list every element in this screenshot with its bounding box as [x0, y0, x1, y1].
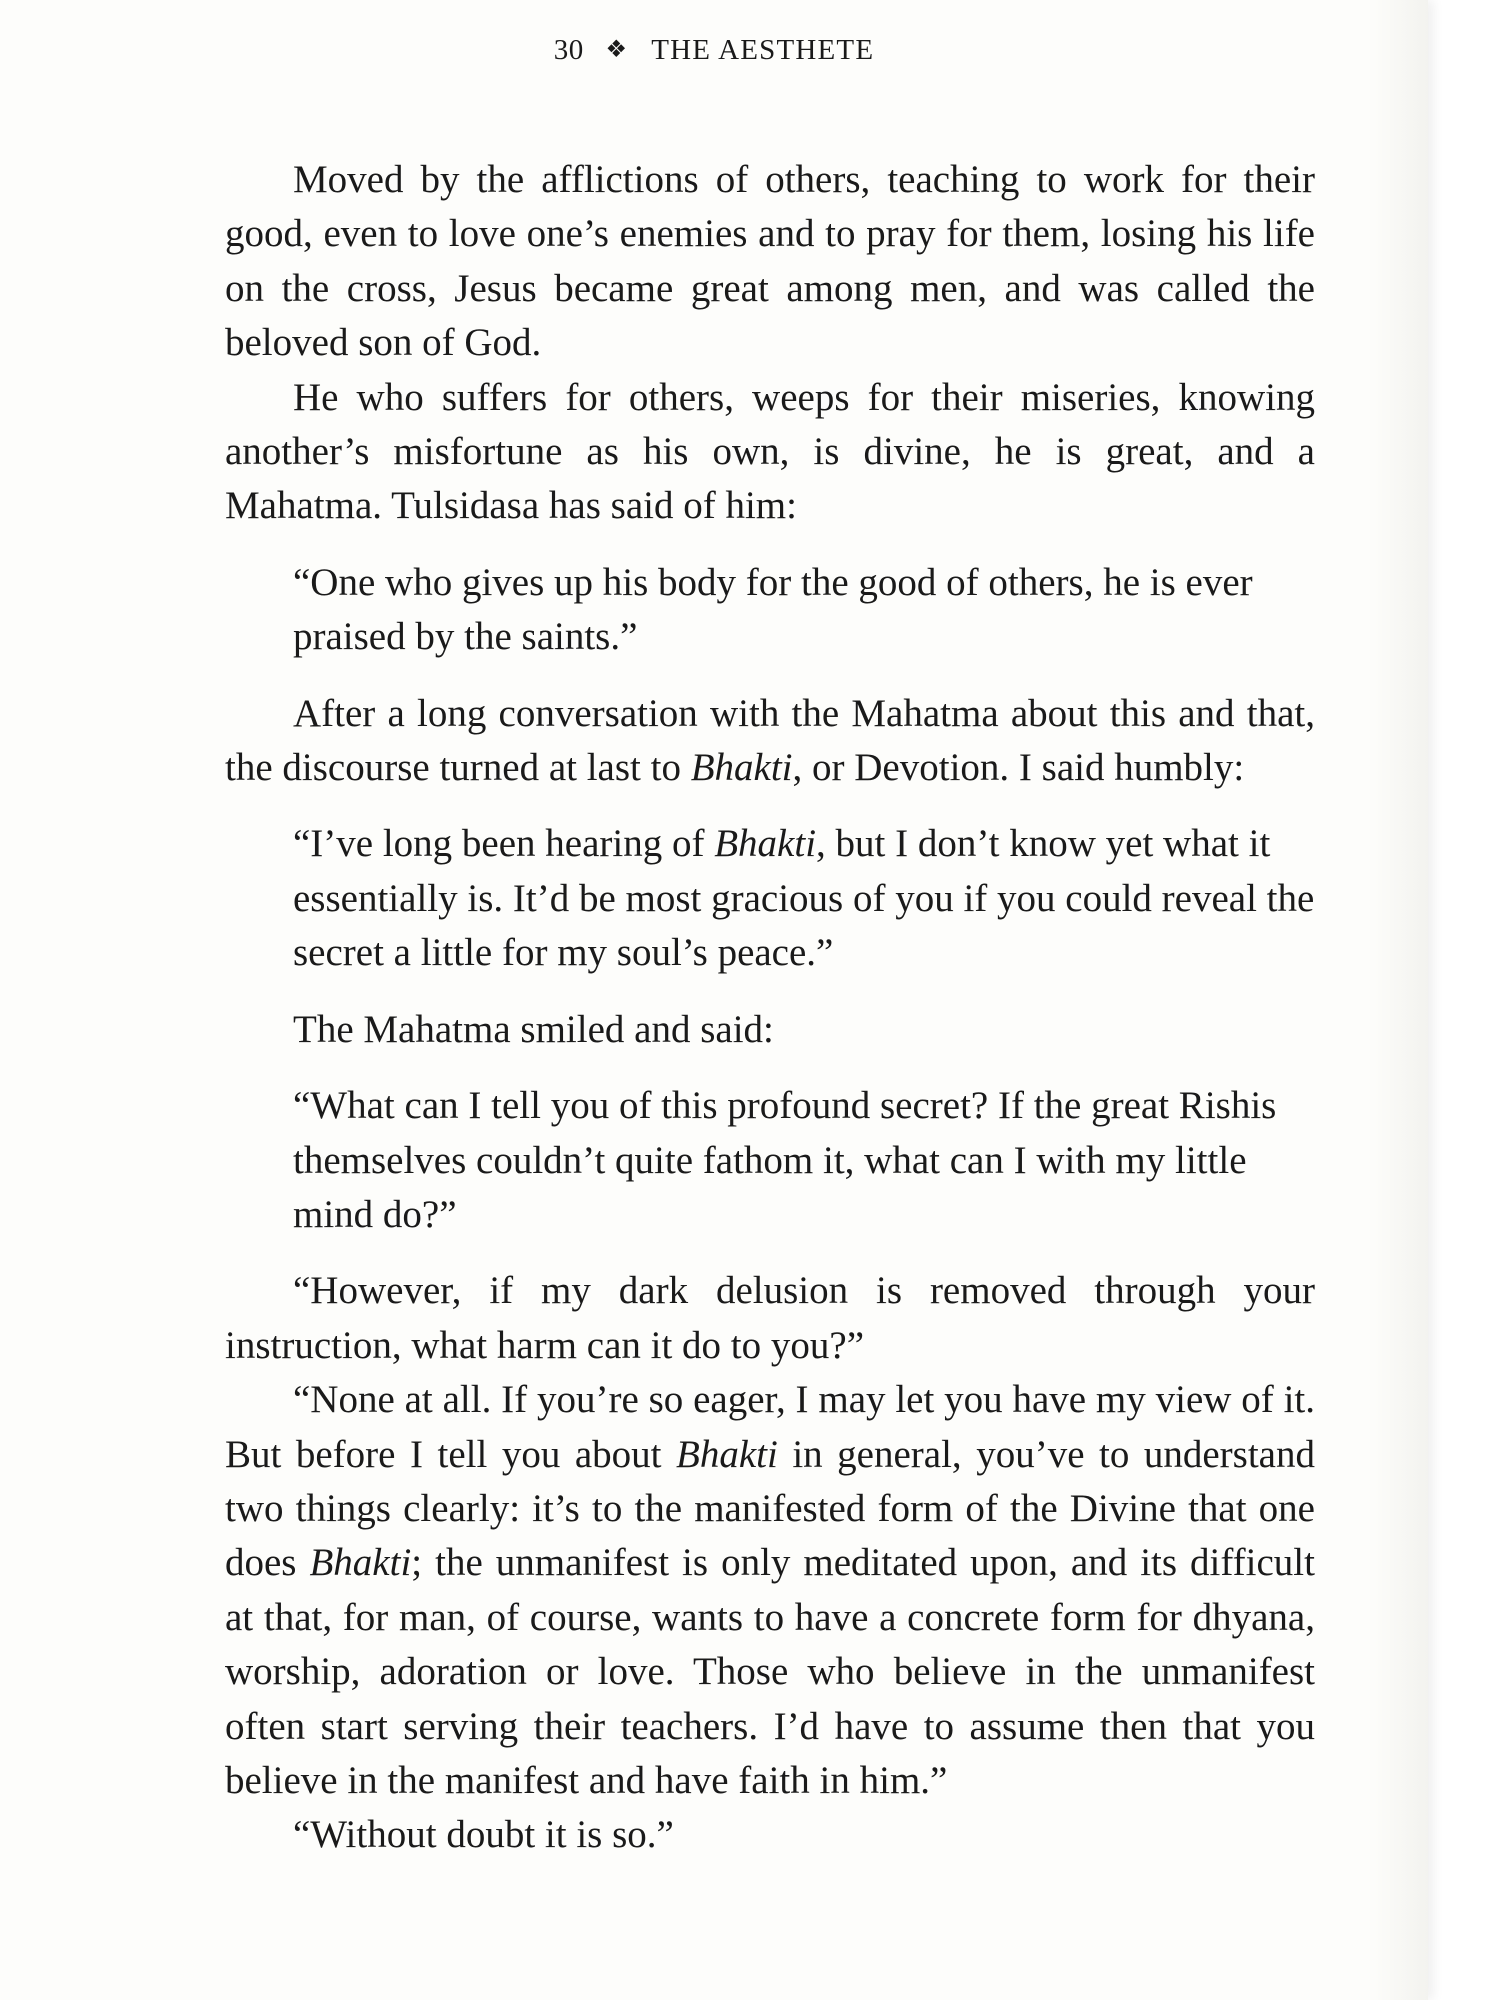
paragraph-conversation: After a long conversation with the Mahatma about this and that, the discourse turned at last to Bhakti, or Devotion. I said humbly: — [225, 691, 1315, 790]
quote-bhakti-question: “I’ve long been hearing of Bhakti, but I don’t know yet what it essentially is. It’d be most gracious of you if you could reveal the secret a little for my soul’s peace.” — [293, 822, 1315, 975]
paragraph-view: “None at all. If you’re so eager, I may let you have my view of it. But before I tell you about Bhakti in general, you’ve to understand two things clearly: it’s to the manifested form of the Divine that one does Bhakti; the unmanifest is only meditated upon, and its difficult at that, for man, of course, wants to have a concrete form for dhyana, worship, adoration or love. Those who believe in the unmanifest often start serving their teachers. I’d have to assume then that you believe in the manifest and have faith in him.” — [225, 1378, 1315, 1802]
paragraph-without-doubt: “Without doubt it is so.” — [293, 1813, 674, 1857]
paragraph-delusion: “However, if my dark delusion is removed through your instruction, what harm can it do to you?” — [225, 1269, 1315, 1367]
paragraph-mahatma: He who suffers for others, weeps for their miseries, knowing another’s misfortune as his own, is divine, he is great, and a Mahatma. Tulsidasa has said of him: — [225, 375, 1315, 528]
ornament-icon: ❖ — [605, 37, 628, 63]
quote-tulsidasa: “One who gives up his body for the good of others, he is ever praised by the saints.” — [293, 560, 1253, 659]
book-title: THE AESTHETE — [651, 34, 875, 66]
quote-profound-secret: “What can I tell you of this profound secret? If the great Rishis themselves couldn’t quite fathom it, what can I with my little mind do?” — [293, 1084, 1277, 1236]
paragraph-smiled: The Mahatma smiled and said: — [293, 1007, 774, 1051]
page-edge-shadow — [1368, 0, 1428, 2000]
page-number: 30 — [553, 34, 584, 66]
body-text — [225, 153, 1315, 1863]
paragraph-jesus: Moved by the afflictions of others, teaching to work for their good, even to love one’s enemies and to pray for them, losing his life on the cross, Jesus became great among men, and was called the beloved son of God. — [225, 158, 1315, 365]
running-header — [0, 34, 1428, 67]
